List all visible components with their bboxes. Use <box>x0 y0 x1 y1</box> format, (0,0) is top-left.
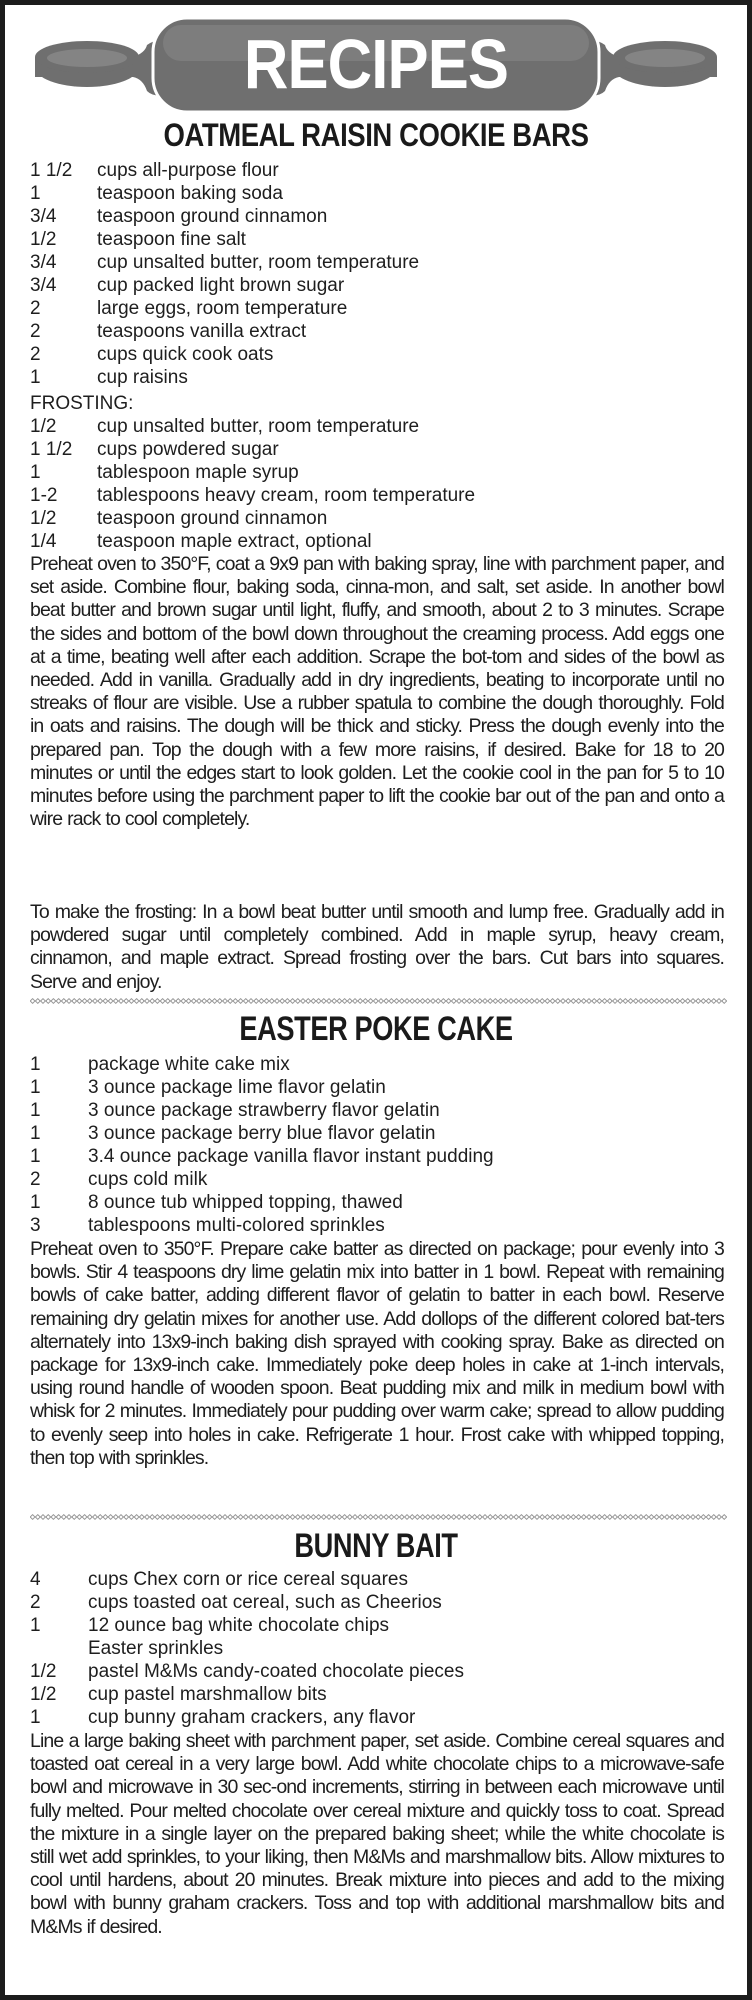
ingredient-qty: 3/4 <box>30 206 57 227</box>
ingredient-row <box>30 1168 730 1191</box>
ingredient-row <box>30 1053 730 1076</box>
ingredient-qty: 1 1/2 <box>30 160 73 181</box>
ingredient-qty: 1 <box>30 367 41 388</box>
ingredient-item: tablespoons heavy cream, room temperature <box>97 485 476 506</box>
ingredient-item: teaspoon fine salt <box>97 229 246 250</box>
ingredient-list <box>30 159 730 389</box>
ingredient-row <box>30 1637 730 1660</box>
ingredient-qty: 2 <box>30 1169 41 1190</box>
ingredient-item: pastel M&Ms candy-coated chocolate pieces <box>88 1661 464 1682</box>
ingredient-item: cups cold milk <box>88 1169 208 1190</box>
ingredient-row <box>30 1099 730 1122</box>
ingredient-qty: 1/2 <box>30 1684 57 1705</box>
ingredient-qty: 1 <box>30 1077 41 1098</box>
ingredient-qty: 1/2 <box>30 229 57 250</box>
ingredient-item: teaspoon ground cinnamon <box>97 508 328 529</box>
directions-paragraph: Preheat oven to 350°F. Prepare cake batter as directed on package; pour evenly into 3 bowls. Stir 4 teaspoons dry lime gelatin mix into batter in 1 bowl. Repeat with remaining bowls of cake batter, adding different flavor of gelatin to batter in each bowl. Reserve remaining dry gelatin mixes for another use. Add dollops of the different colored bat-ters alternately into 13x9-inch baking dish sprayed with cooking spray. Bake as directed on package for 13x9-inch cake. Immediately poke deep holes in cake at 1-inch intervals, using round handle of wooden spoon. Beat pudding mix and milk in medium bowl with whisk for 2 minutes. Immediately pour pudding over warm cake; spread to allow pudding to evenly seep into holes in cake. Refrigerate 1 hour. Frost cake with whipped topping, then top with sprinkles. <box>30 1238 724 1469</box>
ingredient-qty: 2 <box>30 298 41 319</box>
ingredient-row <box>30 320 730 343</box>
ingredient-item: large eggs, room temperature <box>97 298 348 319</box>
ingredient-row <box>30 461 730 484</box>
ingredient-qty: 1/2 <box>30 1661 57 1682</box>
ingredient-qty: 4 <box>30 1569 41 1590</box>
ingredient-qty: 1 <box>30 1707 41 1728</box>
ingredient-row <box>30 205 730 228</box>
banner-title: RECIPES <box>243 25 509 103</box>
recipe-title: EASTER POKE CAKE <box>239 1010 513 1048</box>
ingredient-item: tablespoon maple syrup <box>97 462 299 483</box>
ingredient-item: teaspoon baking soda <box>97 183 283 204</box>
ingredient-qty: 1 <box>30 1054 41 1075</box>
ingredient-list <box>30 1053 730 1237</box>
recipe-title: BUNNY BAIT <box>294 1527 458 1565</box>
ingredient-qty: 3/4 <box>30 275 57 296</box>
ingredient-qty: 1-2 <box>30 485 58 506</box>
ingredient-row <box>30 159 730 182</box>
ingredient-qty: 3/4 <box>30 252 57 273</box>
ingredient-row <box>30 1122 730 1145</box>
section-divider <box>30 997 727 1005</box>
ingredient-row <box>30 1683 730 1706</box>
ingredient-qty: 1 <box>30 1100 41 1121</box>
ingredient-row <box>30 274 730 297</box>
ingredient-row <box>30 1145 730 1168</box>
frosting-directions-paragraph: To make the frosting: In a bowl beat butter until smooth and lump free. Gradually add in powdered sugar until completely combined. Add in maple syrup, heavy cream, cinnamon, and maple extract. Spread frosting over the bars. Cut bars into squares. Serve and enjoy. <box>30 901 724 993</box>
ingredient-qty: 1 <box>30 183 41 204</box>
frosting-ingredient-list <box>30 415 730 553</box>
directions-paragraph: Line a large baking sheet with parchment paper, set aside. Combine cereal squares and toasted oat cereal in a very large bowl. Add white chocolate chips to a microwave-safe bowl and microwave in 30 sec-ond increments, stirring in between each microwave until fully melted. Pour melted chocolate over cereal mixture and quickly toss to coat. Spread the mixture in a single layer on the prepared baking sheet; while the white chocolate is still wet add sprinkles, to your liking, then M&Ms and marshmallow bits. Allow mixtures to cool until hardens, about 20 minutes. Break mixture into pieces and add to the mixing bowl with bunny graham crackers. Toss and top with additional marshmallow bits and M&Ms if desired. <box>30 1730 724 1938</box>
ingredient-item: cup raisins <box>97 367 188 388</box>
ingredient-item: cup unsalted butter, room temperature <box>97 416 420 437</box>
ingredient-row <box>30 1076 730 1099</box>
ingredient-row <box>30 415 730 438</box>
ingredient-item: teaspoon ground cinnamon <box>97 206 328 227</box>
recipe-title: OATMEAL RAISIN COOKIE BARS <box>163 117 589 153</box>
ingredient-qty: 2 <box>30 1592 41 1613</box>
ingredient-row <box>30 251 730 274</box>
ingredient-row <box>30 228 730 251</box>
ingredient-qty: 3 <box>30 1215 41 1236</box>
ingredient-row <box>30 484 730 507</box>
ingredient-item: cups powdered sugar <box>97 439 279 460</box>
ingredient-row <box>30 1706 730 1729</box>
ingredient-item: 3 ounce package berry blue flavor gelatin <box>88 1123 436 1144</box>
ingredient-qty: 1 <box>30 1146 41 1167</box>
ingredient-item: 3 ounce package strawberry flavor gelatin <box>88 1100 440 1121</box>
ingredient-qty: 1/2 <box>30 508 57 529</box>
ingredient-row <box>30 1214 730 1237</box>
ingredient-item: cups all-purpose flour <box>97 160 279 181</box>
ingredient-item: cups quick cook oats <box>97 344 274 365</box>
ingredient-row <box>30 507 730 530</box>
ingredient-item: 12 ounce bag white chocolate chips <box>88 1615 390 1636</box>
ingredient-row <box>30 1568 730 1591</box>
ingredient-item: cups toasted oat cereal, such as Cheerios <box>88 1592 442 1613</box>
ingredient-item: Easter sprinkles <box>88 1638 224 1659</box>
ingredient-item: cups Chex corn or rice cereal squares <box>88 1569 408 1590</box>
ingredient-row <box>30 297 730 320</box>
ingredient-list <box>30 1568 730 1729</box>
ingredient-qty: 1/2 <box>30 416 57 437</box>
section-divider <box>30 1513 727 1521</box>
frosting-label: FROSTING: <box>30 393 134 414</box>
ingredient-item: 3 ounce package lime flavor gelatin <box>88 1077 386 1098</box>
ingredient-qty: 1 <box>30 462 41 483</box>
ingredient-row <box>30 1660 730 1683</box>
ingredient-item: 8 ounce tub whipped topping, thawed <box>88 1192 403 1213</box>
ingredient-item: cup pastel marshmallow bits <box>88 1684 327 1705</box>
ingredient-item: cup bunny graham crackers, any flavor <box>88 1707 416 1728</box>
ingredient-item: teaspoon maple extract, optional <box>97 531 372 552</box>
ingredient-qty: 1/4 <box>30 531 57 552</box>
ingredient-row <box>30 343 730 366</box>
ingredient-qty: 1 <box>30 1615 41 1636</box>
ingredient-item: 3.4 ounce package vanilla flavor instant pudding <box>88 1146 494 1167</box>
ingredient-qty: 1 <box>30 1192 41 1213</box>
ingredient-item: teaspoons vanilla extract <box>97 321 307 342</box>
ingredient-row <box>30 366 730 389</box>
ingredient-item: cup unsalted butter, room temperature <box>97 252 420 273</box>
ingredient-item: cup packed light brown sugar <box>97 275 345 296</box>
ingredient-row <box>30 1191 730 1214</box>
ingredient-qty: 1 <box>30 1123 41 1144</box>
directions-paragraph: Preheat oven to 350°F, coat a 9x9 pan with baking spray, line with parchment paper, and set aside. Combine flour, baking soda, cinna-mon, and salt, set aside. In another bowl beat butter and brown sugar until light, fluffy, and smooth, about 2 to 3 minutes. Scrape the sides and bottom of the bowl down throughout the creaming process. Add eggs one at a time, beating well after each addition. Scrape the bot-tom and sides of the bowl as needed. Add in vanilla. Gradually add in dry ingredients, beating to incorporate until no streaks of flour are visible. Use a rubber spatula to combine the dough thoroughly. Fold in oats and raisins. The dough will be thick and sticky. Press the dough evenly into the prepared pan. Top the dough with a few more raisins, if desired. Bake for 18 to 20 minutes or until the edges start to look golden. Let the cookie cool in the pan for 5 to 10 minutes before using the parchment paper to lift the cookie bar out of the pan and onto a wire rack to cool completely. <box>30 553 724 831</box>
ingredient-item: tablespoons multi-colored sprinkles <box>88 1215 385 1236</box>
ingredient-item: package white cake mix <box>88 1054 290 1075</box>
ingredient-row <box>30 1614 730 1637</box>
ingredient-row <box>30 182 730 205</box>
ingredient-row <box>30 438 730 461</box>
ingredient-qty: 1 1/2 <box>30 439 73 460</box>
ingredient-row <box>30 1591 730 1614</box>
recipes-banner <box>25 15 727 115</box>
ingredient-row <box>30 530 730 553</box>
ingredient-qty: 2 <box>30 344 41 365</box>
ingredient-qty: 2 <box>30 321 41 342</box>
